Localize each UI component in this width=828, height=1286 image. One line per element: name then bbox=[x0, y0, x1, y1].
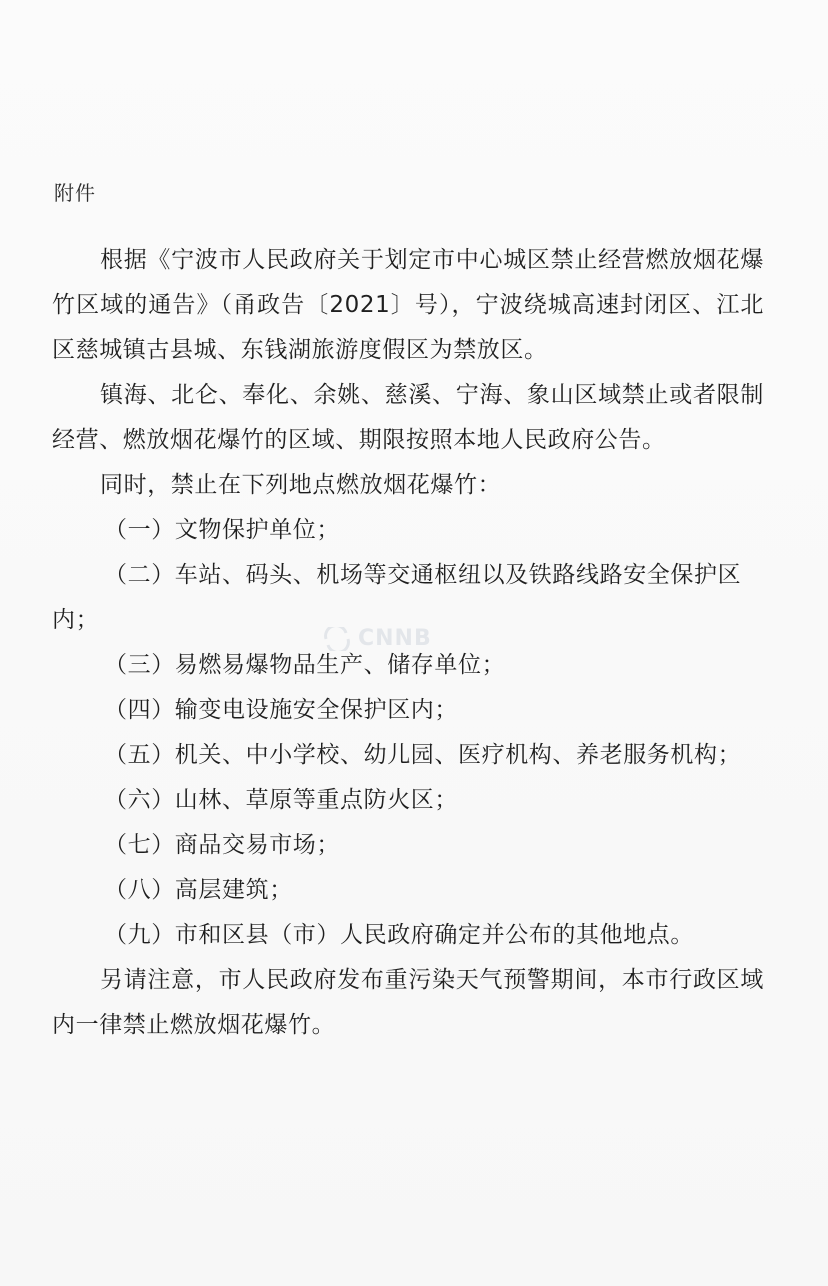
paragraph-prohibited-locations-intro: 同时，禁止在下列地点燃放烟花爆竹： bbox=[100, 472, 502, 498]
list-item: （三）易燃易爆物品生产、储存单位； bbox=[104, 652, 506, 678]
attachment-heading: 附件 bbox=[54, 181, 96, 205]
paragraph-legal-basis: 根据《宁波市人民政府关于划定市中心城区禁止经营燃放烟花爆竹区域的通告》（甬政告〔2021〕号），宁波绕城高速封闭区、江北区慈城镇古县城、东钱湖旅游度假区为禁放区。 bbox=[52, 247, 764, 363]
paragraph-pollution-warning: 另请注意，市人民政府发布重污染天气预警期间，本市行政区域内一律禁止燃放烟花爆竹。 bbox=[52, 967, 764, 1038]
watermark-text: CNNB bbox=[358, 626, 432, 651]
list-item: （二）车站、码头、机场等交通枢纽以及铁路线路安全保护区内； bbox=[52, 562, 742, 633]
list-item: （九）市和区县（市）人民政府确定并公布的其他地点。 bbox=[104, 922, 694, 948]
list-item: （七）商品交易市场； bbox=[104, 832, 340, 858]
list-item: （五）机关、中小学校、幼儿园、医疗机构、养老服务机构； bbox=[104, 742, 742, 768]
cnnb-logo-icon bbox=[322, 627, 352, 651]
paragraph-district-rules: 镇海、北仑、奉化、余姚、慈溪、宁海、象山区域禁止或者限制经营、燃放烟花爆竹的区域、期限按照本地人民政府公告。 bbox=[52, 382, 764, 453]
list-item: （四）输变电设施安全保护区内； bbox=[104, 697, 458, 723]
list-item: （八）高层建筑； bbox=[104, 877, 293, 903]
list-item: （六）山林、草原等重点防火区； bbox=[104, 787, 458, 813]
list-item: （一）文物保护单位； bbox=[104, 517, 340, 543]
watermark bbox=[322, 626, 512, 652]
